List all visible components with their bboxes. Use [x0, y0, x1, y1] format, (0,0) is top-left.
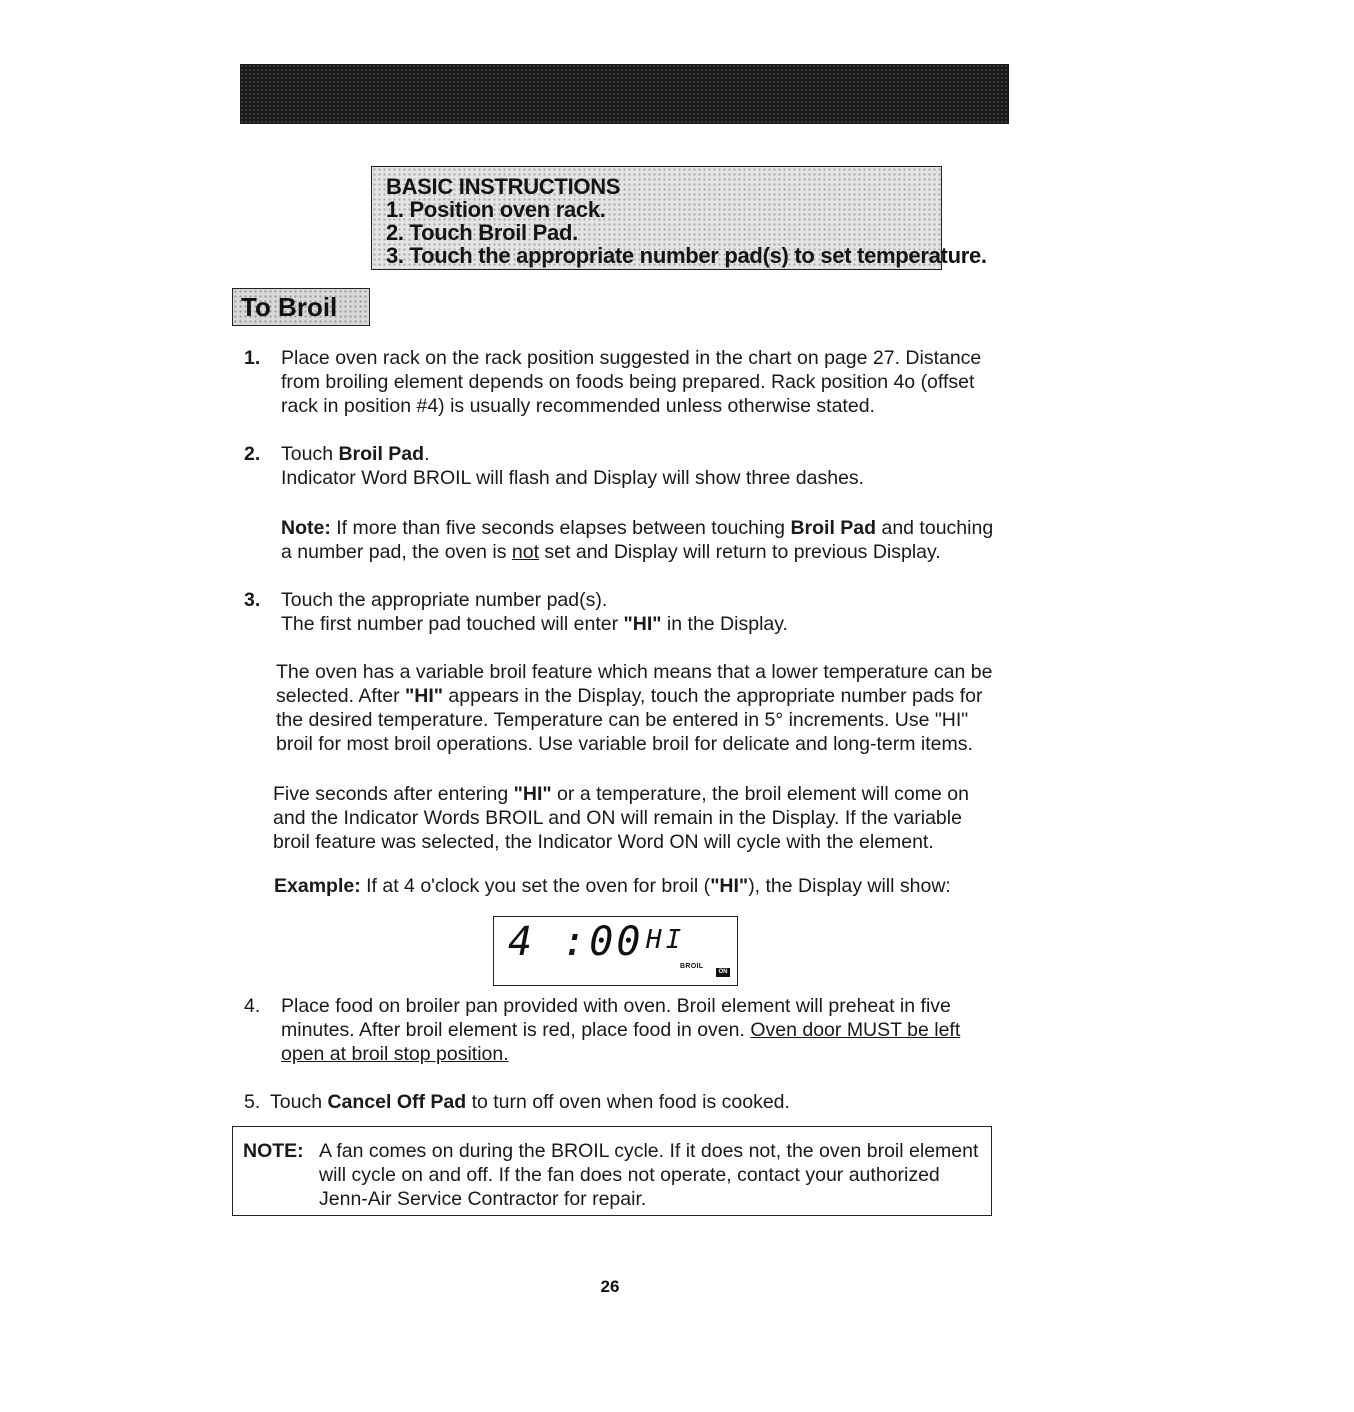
broil-pad-term: Broil Pad	[338, 443, 425, 465]
on-indicator: ON	[716, 968, 730, 977]
underlined-word: not	[511, 541, 540, 563]
basic-instruction-item: 1. Position oven rack.	[386, 197, 606, 222]
step-number: 1.	[244, 347, 261, 369]
note-text: A fan comes on during the BROIL cycle. If it does not, the oven broil element will cycle on and off. If the fan does not operate, contact your authorized Jenn-Air Service Contractor for repair.	[319, 1140, 979, 1210]
oven-display	[493, 916, 738, 986]
text-run: to turn off oven when food is cooked.	[466, 1091, 790, 1113]
text-run: Five seconds after entering	[273, 783, 514, 805]
step-text: Place oven rack on the rack position suggested in the chart on page 27. Distance from broiling element depends on foods being prepared. Rack position 4o (offset rack in position #4) is usually recommended unless otherwise stated.	[281, 347, 982, 417]
hi-term: "HI"	[623, 613, 662, 635]
step-number: 2.	[244, 443, 261, 465]
section-title: To Broil	[232, 288, 370, 326]
text-run: Touch	[281, 443, 339, 465]
hi-term: "HI"	[513, 783, 552, 805]
step-text	[281, 994, 1004, 1066]
text-run: Touch	[270, 1091, 328, 1113]
step-number: 5.	[244, 1091, 261, 1113]
fan-note-box	[232, 1126, 992, 1216]
broil-note	[281, 516, 1001, 564]
note-label: NOTE:	[243, 1140, 304, 1162]
display-mode: HI	[646, 925, 686, 955]
display-time: 4 :00	[508, 919, 644, 965]
basic-instructions-box	[371, 166, 987, 270]
underlined-warning: Oven door MUST be left open at broil stop position.	[281, 1019, 961, 1065]
example-paragraph	[274, 874, 1014, 898]
text-run: If at 4 o'clock you set the oven for broil (	[360, 875, 711, 897]
step-number: 3.	[244, 589, 261, 611]
step-detail: Indicator Word BROIL will flash and Display will show three dashes.	[281, 467, 865, 489]
step-3	[244, 588, 1004, 636]
text-run: or a temperature, the broil element will come on and the Indicator Words BROIL and ON will remain in the Display. If the variable broil feature was selected, the Indicator Word ON will cycle with the element.	[273, 783, 969, 853]
step-1	[244, 346, 1004, 418]
hi-term: "HI"	[405, 685, 443, 707]
step-text	[281, 588, 1004, 636]
step-text	[281, 442, 1004, 490]
variable-broil-paragraph	[276, 660, 1000, 756]
broil-pad-term: Broil Pad	[790, 517, 877, 539]
text-run: If more than five seconds elapses between touching	[330, 517, 791, 539]
text-run: The first number pad touched will enter	[281, 613, 624, 635]
page-number: 26	[600, 1277, 620, 1296]
step-2	[244, 442, 1004, 490]
text-run: in the Display.	[661, 613, 788, 635]
text-run: appears in the Display, touch the appropriate number pads for the desired temperature. Temperature can be entered in 5° increments. Use "HI" broil for most broil operations. Use variable broil for delicate and long-term items.	[276, 685, 983, 755]
text-run: and touching a number pad, the oven is	[281, 517, 994, 563]
basic-instruction-item: 3. Touch the appropriate number pad(s) to set temperature.	[386, 243, 987, 268]
text-run: ), the Display will show:	[748, 875, 951, 897]
text-run: Place food on broiler pan provided with oven. Broil element will preheat in five minutes. After broil element is red, place food in oven.	[281, 995, 951, 1041]
note-label: Note:	[281, 517, 331, 539]
step-text	[270, 1090, 1004, 1114]
header-bar	[240, 64, 1009, 124]
step-5	[244, 1090, 1004, 1114]
text-run: The oven has a variable broil feature which means that a lower temperature can be selected. After	[276, 661, 993, 707]
basic-instruction-item: 2. Touch Broil Pad.	[386, 220, 578, 245]
step-line: Touch the appropriate number pad(s).	[281, 589, 608, 611]
step-number: 4.	[244, 995, 261, 1017]
text-run: .	[424, 443, 430, 465]
basic-instructions-title: BASIC INSTRUCTIONS	[386, 174, 621, 199]
example-label: Example:	[274, 875, 361, 897]
hi-term: "HI"	[710, 875, 749, 897]
step-4	[244, 994, 1004, 1066]
broil-indicator: BROIL	[680, 963, 704, 970]
text-run: set and Display will return to previous Display.	[539, 541, 941, 563]
five-seconds-paragraph	[273, 782, 1000, 854]
cancel-off-pad-term: Cancel Off Pad	[327, 1091, 467, 1113]
